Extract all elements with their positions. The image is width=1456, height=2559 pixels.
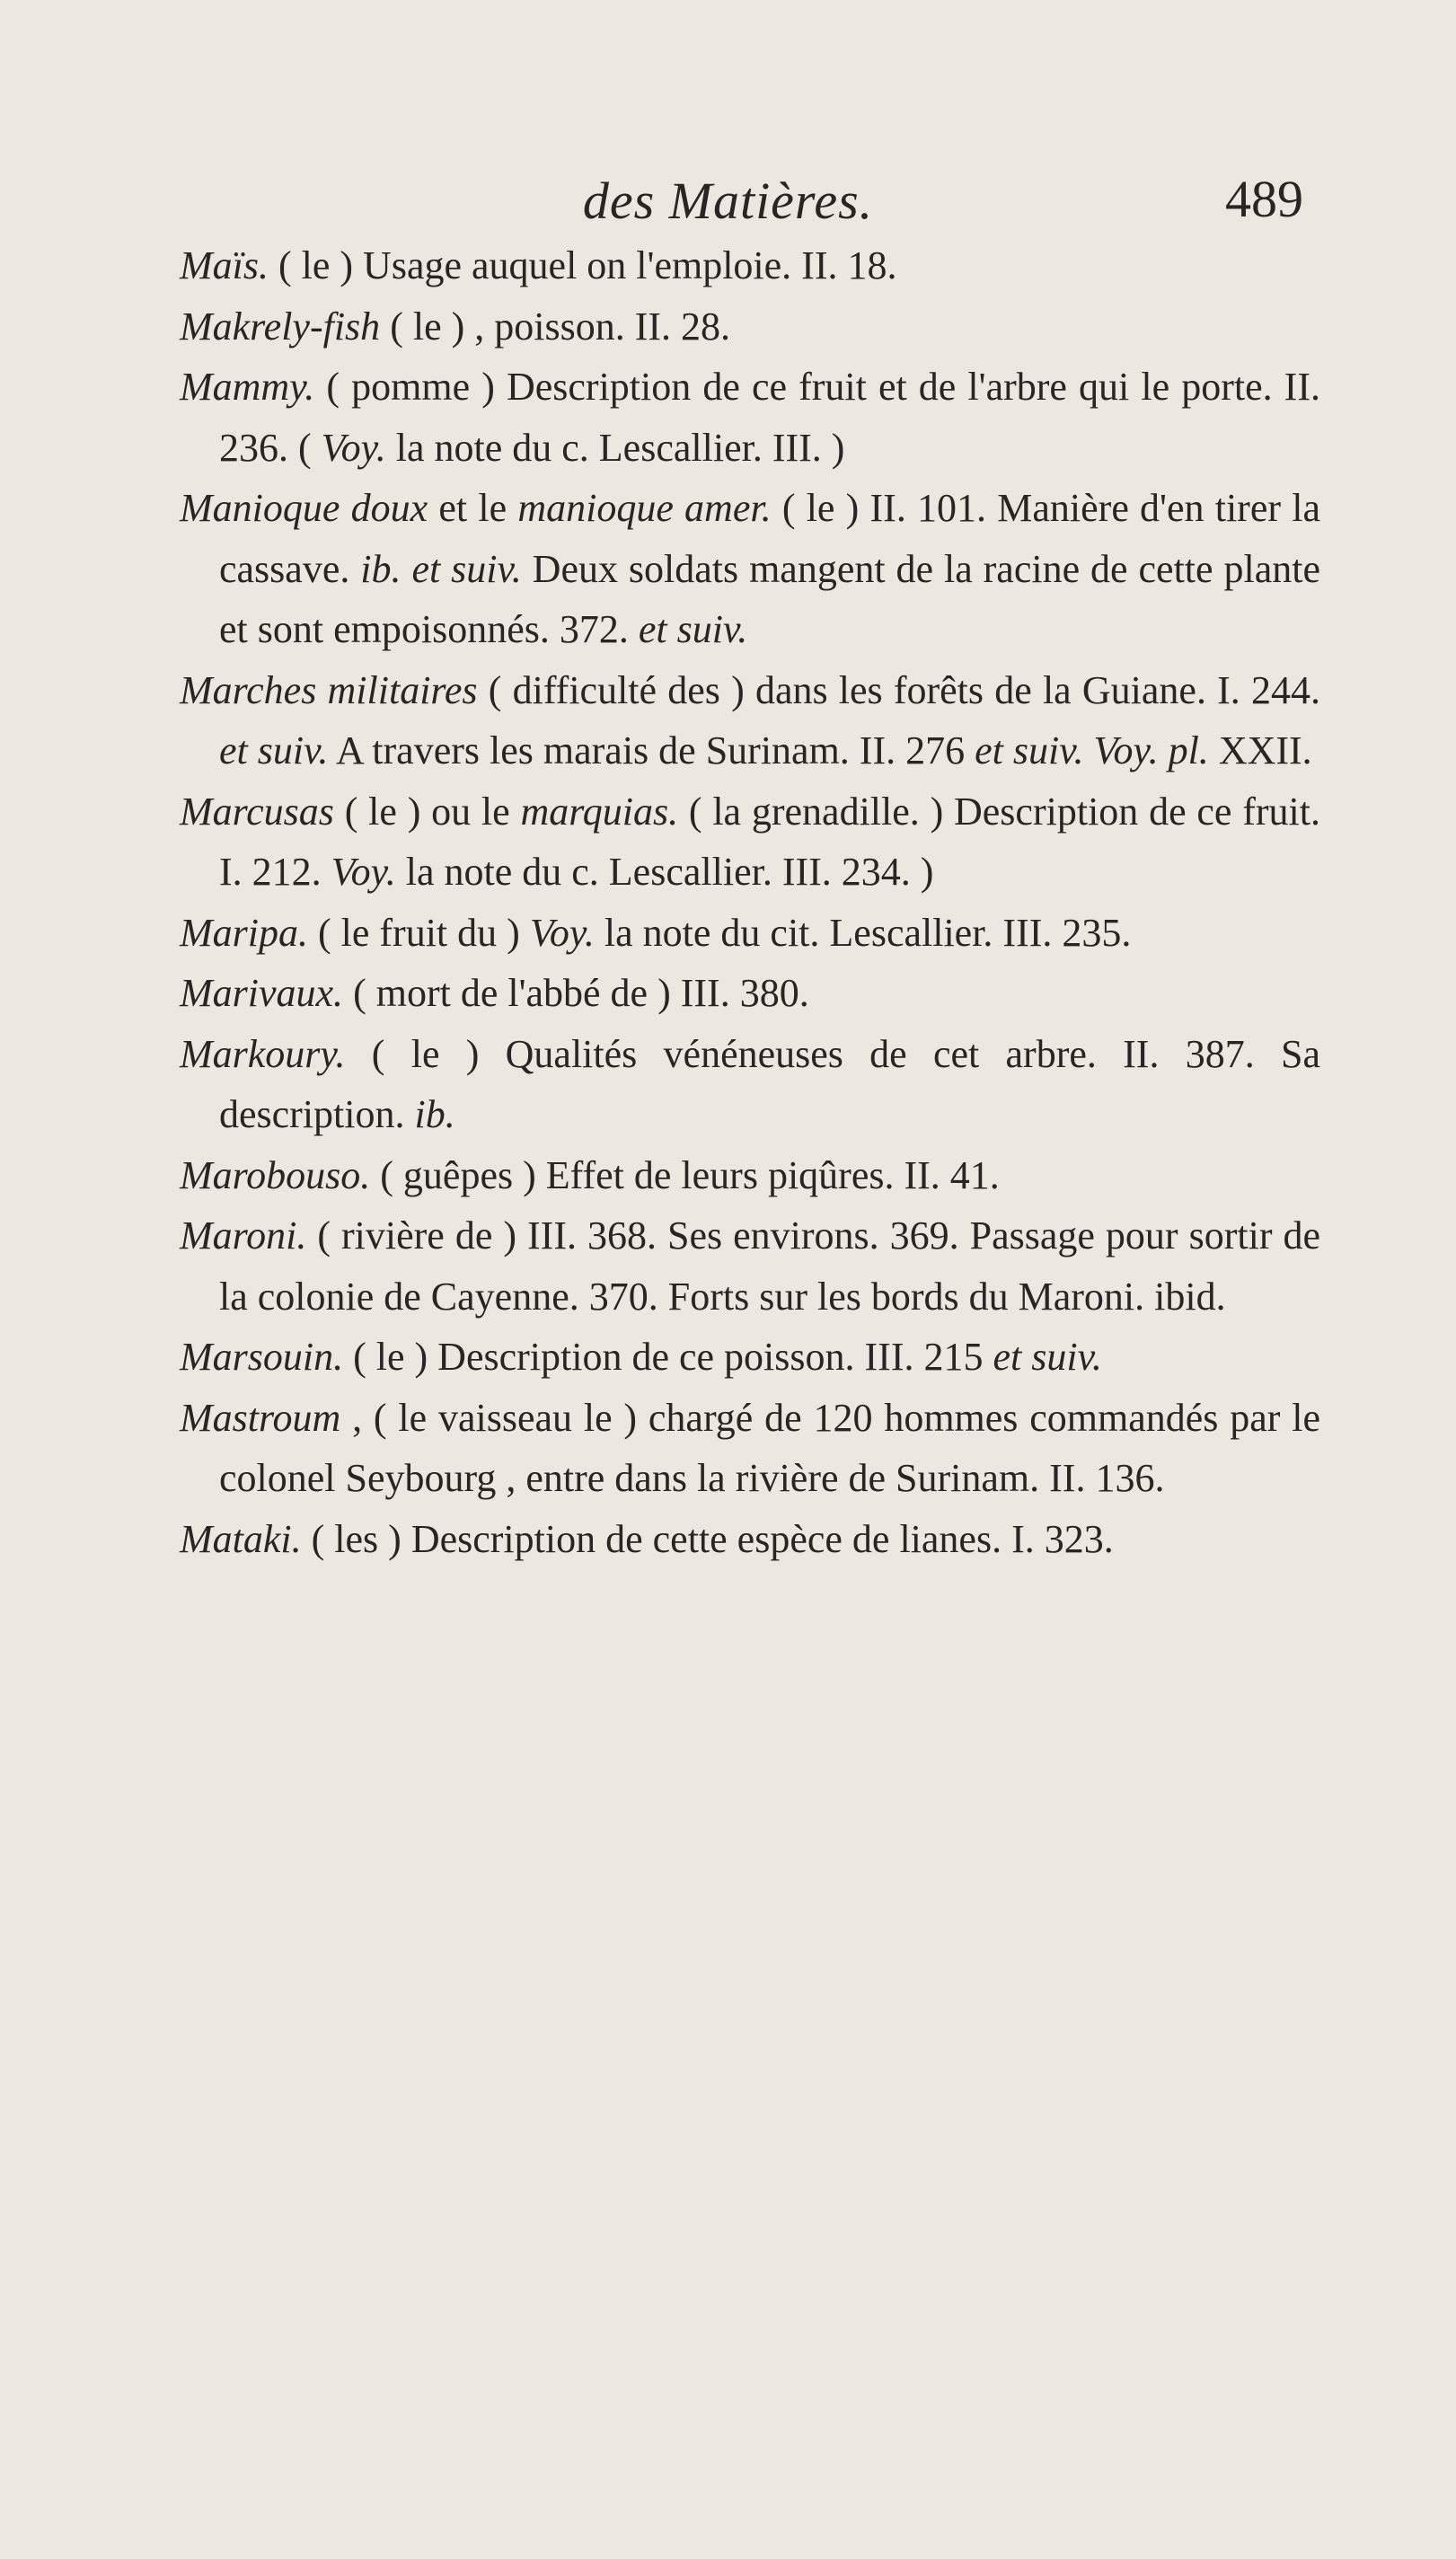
index-entry bbox=[180, 478, 1320, 660]
entry-text: ( mort de l'abbé de ) III. 380. bbox=[343, 971, 809, 1015]
entry-text: ( le ) Usage auquel on l'emploie. II. 18. bbox=[269, 243, 897, 287]
index-term: Mammy. bbox=[180, 365, 315, 409]
index-list bbox=[180, 235, 1320, 1569]
index-term: Marches militaires bbox=[180, 667, 478, 712]
entry-text: Deux soldats mangent de la racine de cette plante et sont empoisonnés. 372. bbox=[219, 546, 1320, 651]
entry-text: ( le ) ou le bbox=[333, 789, 521, 834]
index-term: Mastroum bbox=[180, 1395, 341, 1440]
index-entry bbox=[180, 903, 1320, 964]
index-term: Marcusas bbox=[180, 789, 334, 834]
entry-text: et suiv. bbox=[993, 1335, 1102, 1379]
page-number: 489 bbox=[1225, 170, 1303, 228]
index-term: Maïs. bbox=[180, 243, 269, 287]
entry-text: et le bbox=[428, 486, 518, 530]
entry-text: ( guêpes ) Effet de leurs piqûres. II. 41. bbox=[370, 1152, 1000, 1197]
index-entry bbox=[180, 1509, 1320, 1570]
entry-text: et suiv. bbox=[638, 607, 748, 651]
entry-text: ( la grenadille. ) Description de ce fruit. I. 212. bbox=[219, 789, 1320, 894]
entry-text: la note du cit. Lescallier. III. 235. bbox=[594, 910, 1132, 955]
index-entry bbox=[180, 1205, 1320, 1327]
entry-text: Voy. bbox=[331, 850, 396, 894]
index-entry bbox=[180, 1388, 1320, 1509]
entry-text: Voy. bbox=[321, 425, 386, 470]
entry-text: la note du c. Lescallier. III. ) bbox=[385, 425, 845, 470]
entry-text: ( le ) Description de ce poisson. III. 215 bbox=[343, 1335, 993, 1379]
entry-text: XXII. bbox=[1208, 728, 1312, 772]
index-entry bbox=[180, 235, 1320, 296]
index-term: Maroni. bbox=[180, 1213, 307, 1257]
entry-text: ( rivière de ) III. 368. Ses environs. 369. Passage pour sortir de la colonie de Cayenne. 370. Forts sur les bords du Maroni. ibid. bbox=[219, 1213, 1320, 1319]
running-title: des Matières. bbox=[582, 172, 874, 230]
index-term: Manioque doux bbox=[180, 486, 428, 530]
index-term: Maripa. bbox=[180, 910, 308, 955]
index-entry bbox=[180, 1145, 1320, 1206]
index-term: Markoury. bbox=[180, 1031, 346, 1076]
entry-text: ( pomme ) Description de ce fruit et de l'arbre qui le porte. II. 236. ( bbox=[219, 365, 1320, 470]
index-entry bbox=[180, 660, 1320, 781]
index-term: Marivaux. bbox=[180, 971, 344, 1015]
index-term: Makrely-fish bbox=[180, 304, 381, 349]
index-term: Mataki. bbox=[180, 1516, 302, 1561]
index-entry bbox=[180, 357, 1320, 478]
index-entry bbox=[180, 781, 1320, 903]
entry-text: ib. bbox=[414, 1092, 455, 1136]
entry-text: ( le ) II. 101. Manière d'en tirer la cassave. bbox=[219, 486, 1320, 591]
entry-text: ( le ) Qualités vénéneuses de cet arbre. II. 387. Sa description. bbox=[219, 1031, 1320, 1136]
entry-text: ( le fruit du ) bbox=[308, 910, 530, 955]
entry-text: ( le ) , poisson. II. 28. bbox=[380, 304, 731, 349]
entry-text: et suiv. bbox=[219, 728, 329, 772]
index-term: Marsouin. bbox=[180, 1335, 344, 1379]
index-entry bbox=[180, 296, 1320, 357]
entry-text: manioque amer. bbox=[517, 486, 772, 530]
entry-text: , ( le vaisseau le ) chargé de 120 hommes commandés par le colonel Seybourg , entre dans la rivière de Surinam. II. 136. bbox=[219, 1395, 1320, 1500]
entry-text: ib. et suiv. bbox=[360, 546, 522, 591]
index-entry bbox=[180, 1327, 1320, 1388]
entry-text: A travers les marais de Surinam. II. 276 bbox=[328, 728, 975, 772]
index-term: Marobouso. bbox=[180, 1152, 371, 1197]
entry-text: Voy. bbox=[529, 910, 595, 955]
index-entry bbox=[180, 963, 1320, 1024]
index-entry bbox=[180, 1024, 1320, 1145]
entry-text: ( difficulté des ) dans les forêts de la Guiane. I. 244. bbox=[477, 667, 1320, 712]
entry-text: ( les ) Description de cette espèce de lianes. I. 323. bbox=[301, 1516, 1114, 1561]
entry-text: la note du c. Lescallier. III. 234. ) bbox=[395, 850, 934, 894]
entry-text: marquias. bbox=[520, 789, 679, 834]
entry-text: et suiv. Voy. pl. bbox=[975, 728, 1209, 772]
